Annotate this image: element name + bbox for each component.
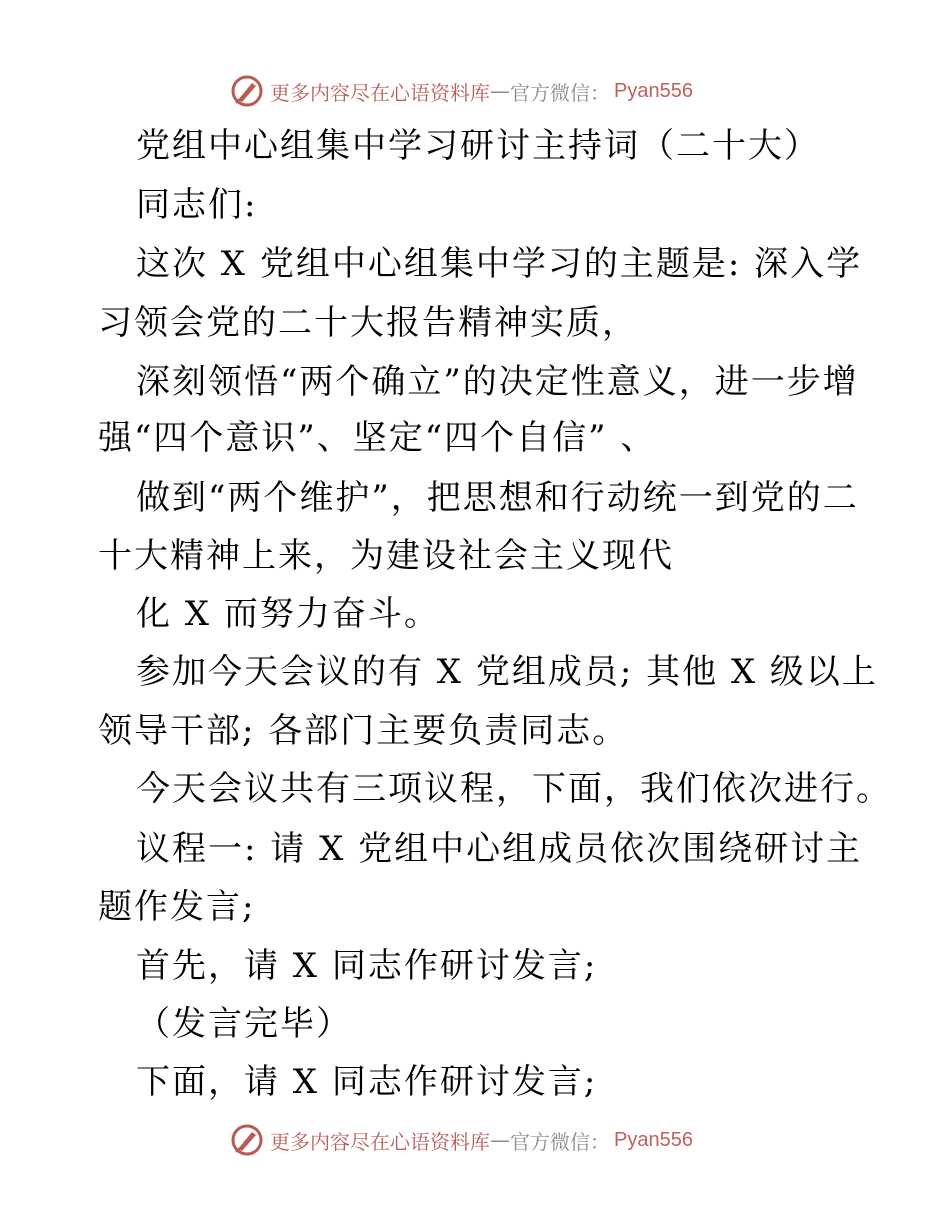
paragraph-line: 今天会议共有三项议程，下面，我们依次进行。 [136,769,892,809]
header-watermark [230,71,693,111]
paragraph-line: 首先，请 X 同志作研讨发言; [136,946,598,986]
watermark-separator: — [490,1128,510,1152]
paragraph-line: 这次 X 党组中心组集中学习的主题是: 深入学 [136,244,863,284]
watermark-label: 官方微信： [510,1129,610,1154]
watermark-main-text: 更多内容尽在心语资料库 [270,80,490,105]
paragraph-line: 十大精神上来，为建设社会主义现代 [98,536,674,576]
paragraph-line: 议程一: 请 X 党组中心组成员依次围绕研讨主 [136,829,863,869]
paragraph-line: 习领会党的二十大报告精神实质， [98,303,638,343]
footer-watermark [230,1120,693,1160]
watermark-main-text: 更多内容尽在心语资料库 [270,1129,490,1154]
watermark-label: 官方微信： [510,80,610,105]
watermark-wechat-id: Pyan556 [614,1128,693,1151]
paragraph-line: （发言完毕） [136,1004,352,1044]
paragraph-line: 题作发言; [98,887,256,927]
paragraph-line: 强“四个意识”、坚定“四个自信” 、 [98,418,657,458]
paragraph-line: 深刻领悟“两个确立”的决定性意义，进一步增 [136,362,859,402]
paragraph-line: 下面，请 X 同志作研讨发言; [136,1062,598,1102]
paragraph-line: 做到“两个维护”，把思想和行动统一到党的二 [136,478,859,518]
paragraph-line: 化 X 而努力奋斗。 [136,594,440,634]
paragraph-line: 参加今天会议的有 X 党组成员; 其他 X 级以上 [136,652,878,692]
paragraph-line: 领导干部; 各部门主要负责同志。 [98,711,629,751]
salutation: 同志们: [136,185,258,225]
quill-pen-logo-icon [230,74,264,108]
document-title: 党组中心组集中学习研讨主持词（二十大） [136,126,820,166]
quill-pen-logo-icon [230,1123,264,1157]
watermark-wechat-id: Pyan556 [614,79,693,102]
watermark-separator: — [490,79,510,103]
